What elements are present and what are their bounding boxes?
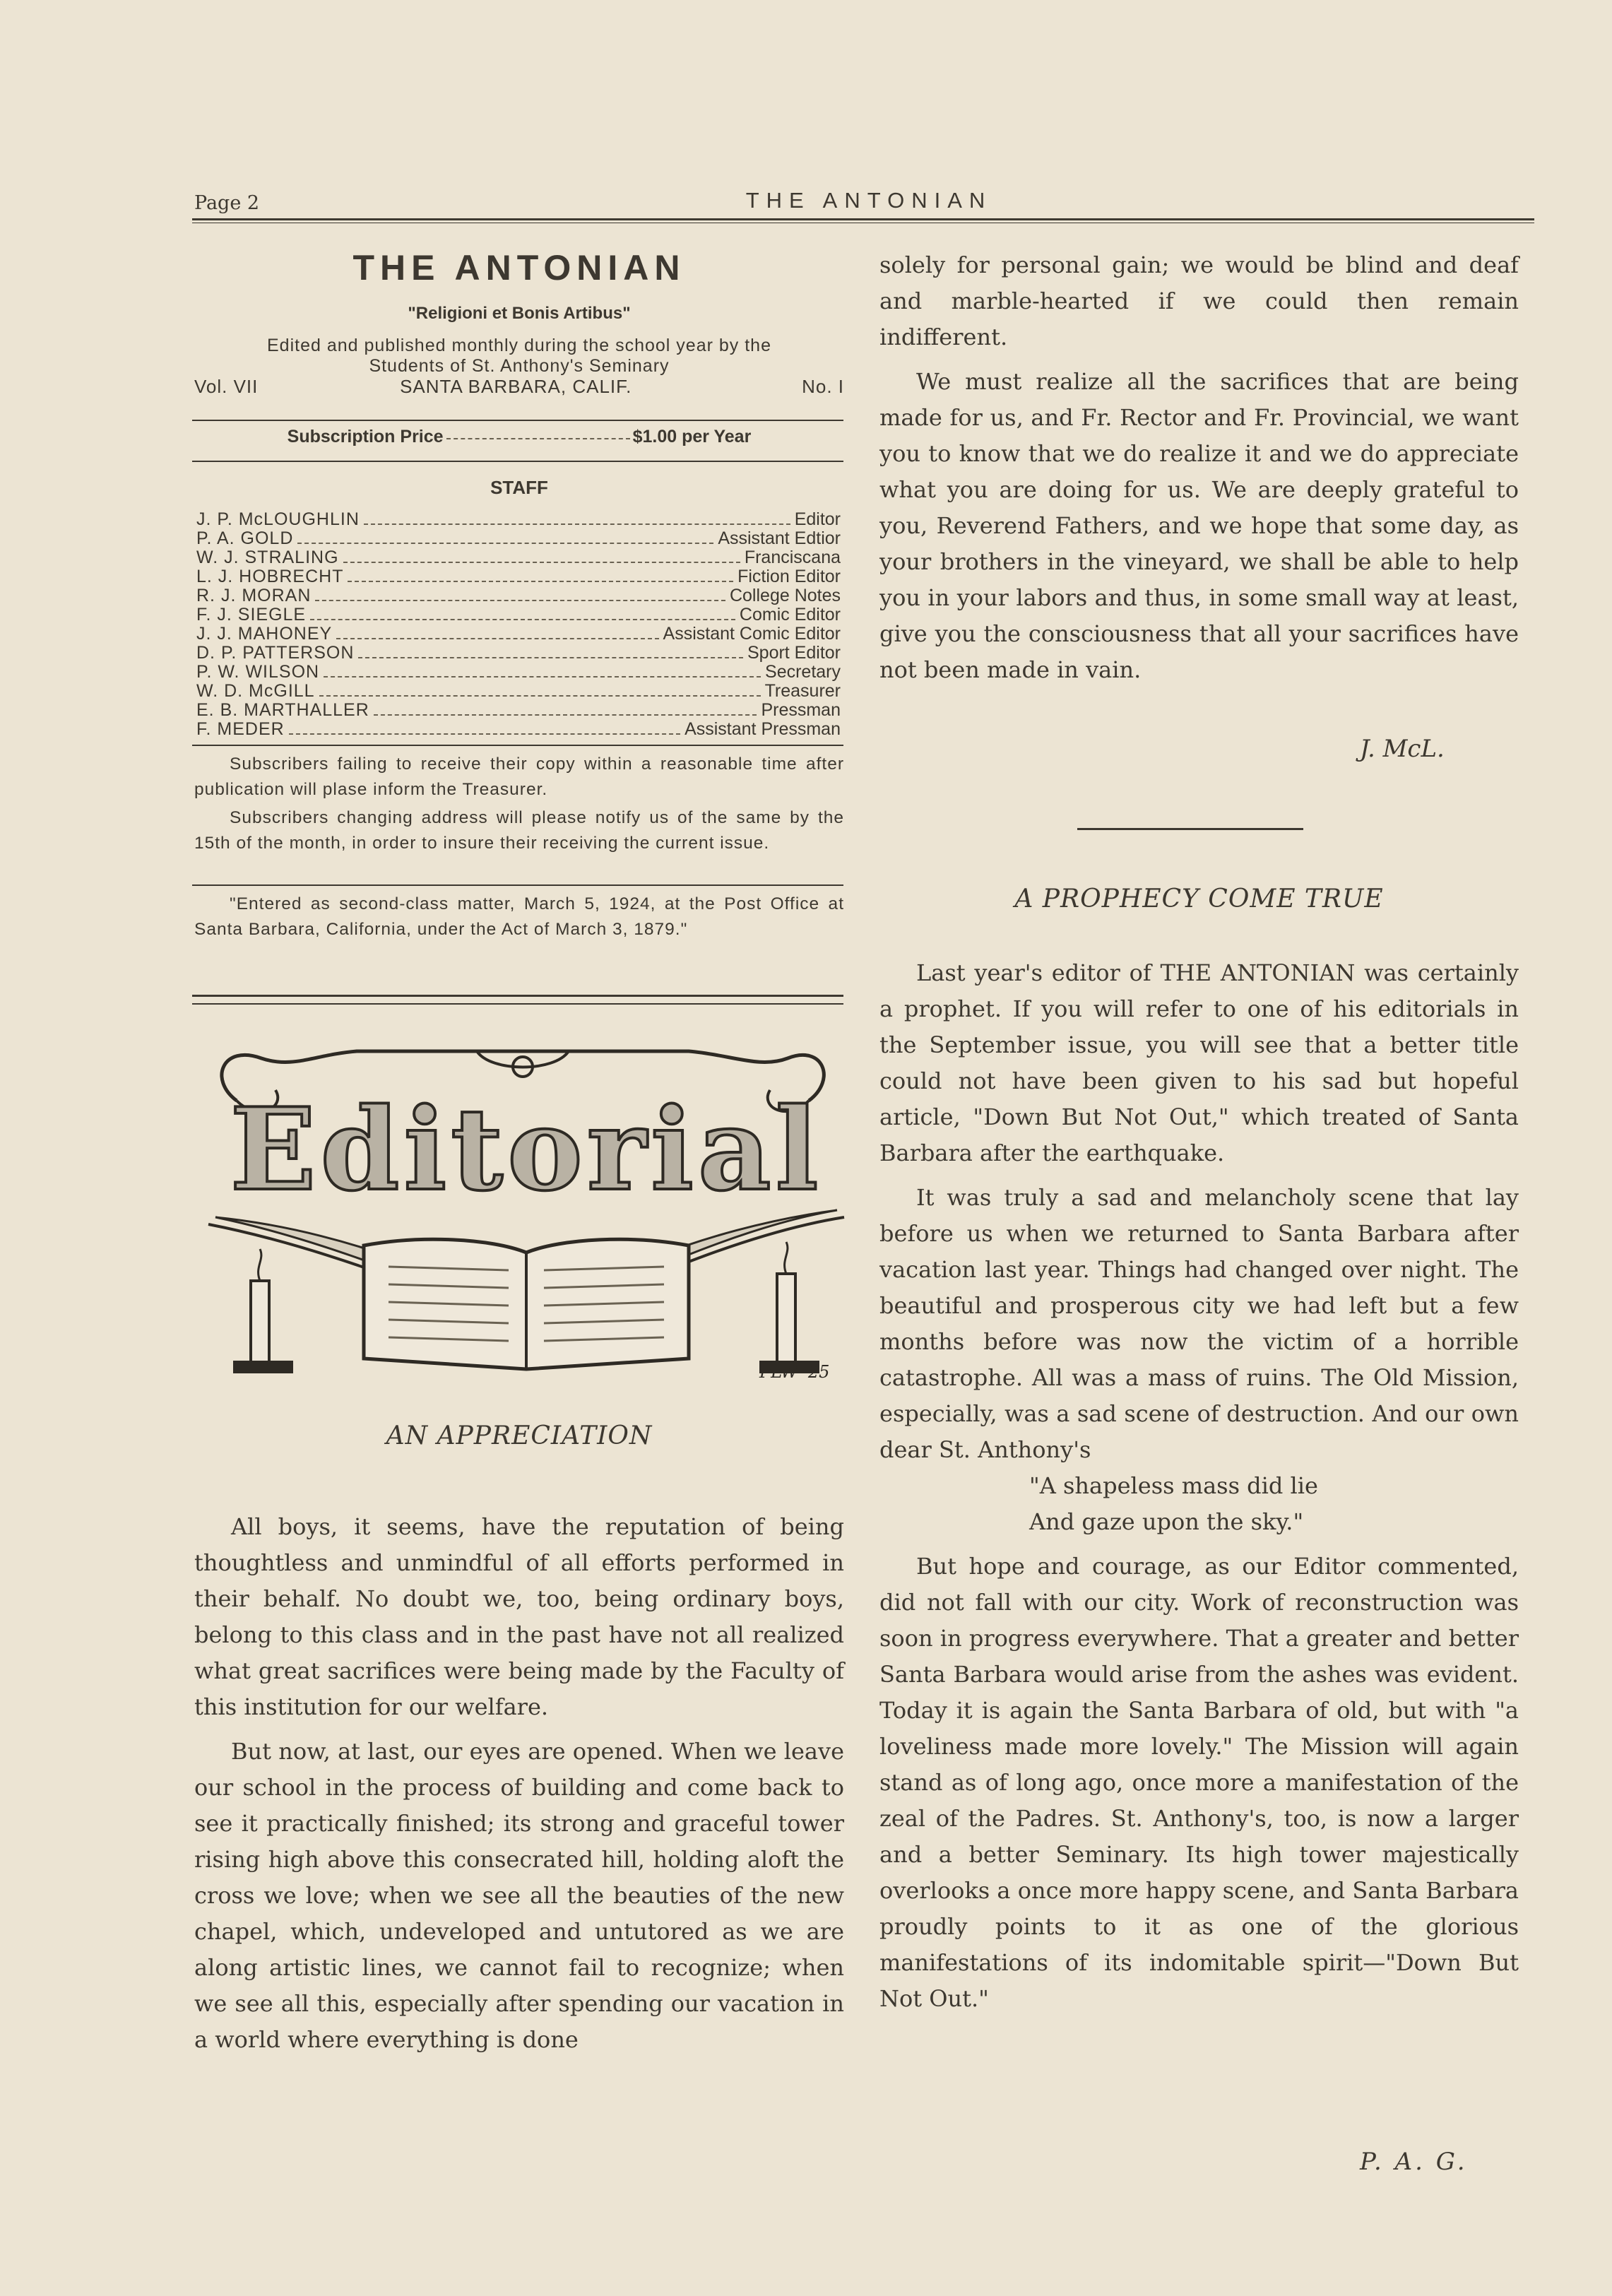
- staff-role: Assistant Pressman: [684, 719, 841, 739]
- appreciation-heading: AN APPRECIATION: [386, 1421, 653, 1450]
- appreciation-paragraph-1: All boys, it seems, have the reputation of being thoughtless and unmindful of all efforts performed in their behalf. No doubt we, too, being ordinary boys, belong to this class and in the past have not all realized what great sacrifices were being made by the Faculty of this institution for our welfare.: [194, 1513, 844, 1720]
- leader-dots: [315, 590, 725, 601]
- staff-name: P. A. GOLD: [196, 528, 294, 548]
- staff-role: Secretary: [765, 662, 841, 682]
- leader-dots: [324, 666, 761, 677]
- staff-name: J. P. McLOUGHLIN: [196, 509, 360, 529]
- staff-role: Franciscana: [744, 548, 841, 567]
- staff-role: Sport Editor: [747, 643, 841, 663]
- volume-line: [194, 376, 844, 398]
- article-divider: [1077, 828, 1303, 830]
- staff-list: [196, 510, 841, 739]
- appreciation-body-left: [194, 1509, 844, 2066]
- prophecy-signature: P. A. G.: [1360, 2148, 1468, 2176]
- place: SANTA BARBARA, CALIF.: [400, 376, 632, 397]
- staff-row: [196, 529, 841, 548]
- subscription-label: Subscription Price: [287, 427, 444, 446]
- staff-row: [196, 567, 841, 586]
- leader-dots: [348, 571, 733, 582]
- entry-notice: [194, 892, 844, 942]
- staff-role: Comic Editor: [739, 605, 841, 625]
- staff-role: Pressman: [761, 700, 841, 720]
- subscription-rule: [192, 461, 843, 462]
- masthead-title: THE ANTONIAN: [352, 248, 686, 288]
- appreciation-signature: J. McL.: [1360, 735, 1445, 763]
- staff-rule: [192, 745, 843, 746]
- staff-name: E. B. MARTHALLER: [196, 700, 369, 720]
- prophecy-paragraph-1: Last year's editor of THE ANTONIAN was certainly a prophet. If you will refer to one of his editorials in the September issue, you will see that a better title could not have been given to his sad but hopeful article, "Down But Not Out," which treated of Santa Barbara after the earthquake.: [879, 959, 1519, 1166]
- prophecy-heading: A PROPHECY COME TRUE: [1014, 884, 1384, 913]
- leader-dots: [358, 647, 743, 658]
- leader-dots: [310, 609, 735, 620]
- staff-role: Editor: [794, 509, 841, 529]
- masthead-bottom-rule: [192, 995, 843, 997]
- leader-dots: [364, 514, 790, 525]
- staff-name: J. J. MAHONEY: [196, 624, 333, 644]
- staff-row: [196, 586, 841, 605]
- staff-name: L. J. HOBRECHT: [196, 567, 344, 586]
- publication-info: [194, 333, 844, 379]
- subscription-value: $1.00 per Year: [632, 427, 752, 446]
- staff-heading: STAFF: [490, 477, 548, 498]
- staff-role: Assistant Edtior: [718, 528, 841, 548]
- staff-name: P. W. WILSON: [196, 662, 320, 682]
- prophecy-paragraph-2: It was truly a sad and melancholy scene that lay before us when we returned to Santa Barbara after vacation last year. Things had changed over night. The beautiful and prosperous city we had left but a few months before was now the victim of a horrible catastrophe. All was a mass of ruins. The Old Mission, especially, was a sad scene of destruction. And our own dear St. Anthony's: [879, 1184, 1519, 1463]
- issue-number: No. I: [802, 376, 844, 397]
- appreciation-body-right: [879, 247, 1519, 697]
- staff-role: Treasurer: [764, 681, 841, 701]
- staff-role: Fiction Editor: [737, 567, 841, 586]
- appreciation-paragraph-4: We must realize all the sacrifices that are being made for us, and Fr. Rector and Fr. Provincial, we want you to know that we do realize it and we do appreciate what you are doing for us. We are deeply grateful to you, Reverend Fathers, and we hope that some day, as your brothers in the vineyard, we shall be able to help you in your labors and thus, in some small way at least, give you the consciousness that all your sacrifices have not been made in vain.: [879, 368, 1519, 683]
- page-number: Page 2: [194, 192, 260, 214]
- volume: Vol. VII: [194, 376, 259, 397]
- subscriber-notices: [194, 752, 844, 856]
- masthead-bottom-rule-thin: [192, 1003, 843, 1005]
- leader-dots: [319, 685, 761, 697]
- staff-name: F. MEDER: [196, 719, 285, 739]
- staff-row: [196, 510, 841, 529]
- header-rule: [192, 218, 1534, 220]
- staff-role: Assistant Comic Editor: [663, 624, 841, 644]
- notice-entered: "Entered as second-class matter, March 5, 1924, at the Post Office at Santa Barbara, California, under the Act of March 3, 1879.": [194, 894, 844, 939]
- staff-name: W. J. STRALING: [196, 548, 339, 567]
- notice-rule: [192, 884, 843, 886]
- staff-role: College Notes: [729, 586, 841, 605]
- masthead: [194, 247, 844, 398]
- masthead-motto: "Religioni et Bonis Artibus": [408, 304, 631, 323]
- staff-row: [196, 548, 841, 567]
- appreciation-paragraph-2: But now, at last, our eyes are opened. When we leave our school in the process of building and come back to see it practically finished; its strong and graceful tower rising high above this consecrated hill, holding aloft the cross we love; when we see all the beauties of the new chapel, which, undeveloped and untutored as we are along artistic lines, we cannot fail to recognize; when we see all this, especially after spending our vacation in a world where everything is done: [194, 1738, 844, 2053]
- leader-dots: [336, 628, 658, 639]
- staff-name: F. J. SIEGLE: [196, 605, 307, 625]
- poem-line-2: And gaze upon the sky.": [1029, 1508, 1304, 1535]
- staff-row: [196, 605, 841, 625]
- leader-dots: [289, 723, 680, 735]
- running-title: THE ANTONIAN: [745, 188, 992, 213]
- publication-line-2: Students of St. Anthony's Seminary: [369, 356, 670, 376]
- subscription-line: [194, 427, 844, 447]
- notice-changing: Subscribers changing address will please notify us of the same by the 15th of the month, in order to insure their receiving the current issue.: [194, 808, 844, 853]
- staff-name: D. P. PATTERSON: [196, 643, 355, 663]
- leader-dots: [297, 533, 713, 544]
- artist-mark: PLW '25: [759, 1362, 830, 1382]
- editorial-word: Editorial: [230, 1083, 823, 1216]
- staff-name: R. J. MORAN: [196, 586, 312, 605]
- staff-row: [196, 644, 841, 663]
- staff-row: [196, 682, 841, 701]
- publication-line-1: Edited and published monthly during the school year by the: [267, 336, 771, 355]
- appreciation-paragraph-3: solely for personal gain; we would be blind and deaf and marble-hearted if we could then remain indifferent.: [879, 252, 1519, 350]
- masthead-rule: [192, 420, 843, 421]
- editorial-banner-illustration: [194, 1037, 851, 1383]
- poem-line-1: "A shapeless mass did lie: [1029, 1472, 1318, 1499]
- staff-row: [196, 720, 841, 739]
- staff-row: [196, 663, 841, 682]
- leader-dots: [343, 552, 740, 563]
- subscription-dots: [446, 427, 630, 439]
- notice-failing: Subscribers failing to receive their copy within a reasonable time after publication will plase inform the Treasurer.: [194, 755, 844, 799]
- staff-row: [196, 701, 841, 720]
- prophecy-body: [879, 955, 1519, 2025]
- leader-dots: [374, 704, 757, 716]
- staff-row: [196, 625, 841, 644]
- prophecy-paragraph-3: But hope and courage, as our Editor commented, did not fall with our city. Work of reconstruction was soon in progress everywhere. That a greater and better Santa Barbara would arise from the ashes was evident. Today it is again the Santa Barbara of old, but with "a loveliness made more lovely." The Mission will again stand as of long ago, once more a manifestation of the zeal of the Padres. St. Anthony's, too, is now a larger and a better Seminary. Its high tower majestically overlooks a once more happy scene, and Santa Barbara proudly points to it as one of the glorious manifestations of its indomitable spirit—"Down But Not Out.": [879, 1553, 1519, 2012]
- staff-name: W. D. McGILL: [196, 681, 315, 701]
